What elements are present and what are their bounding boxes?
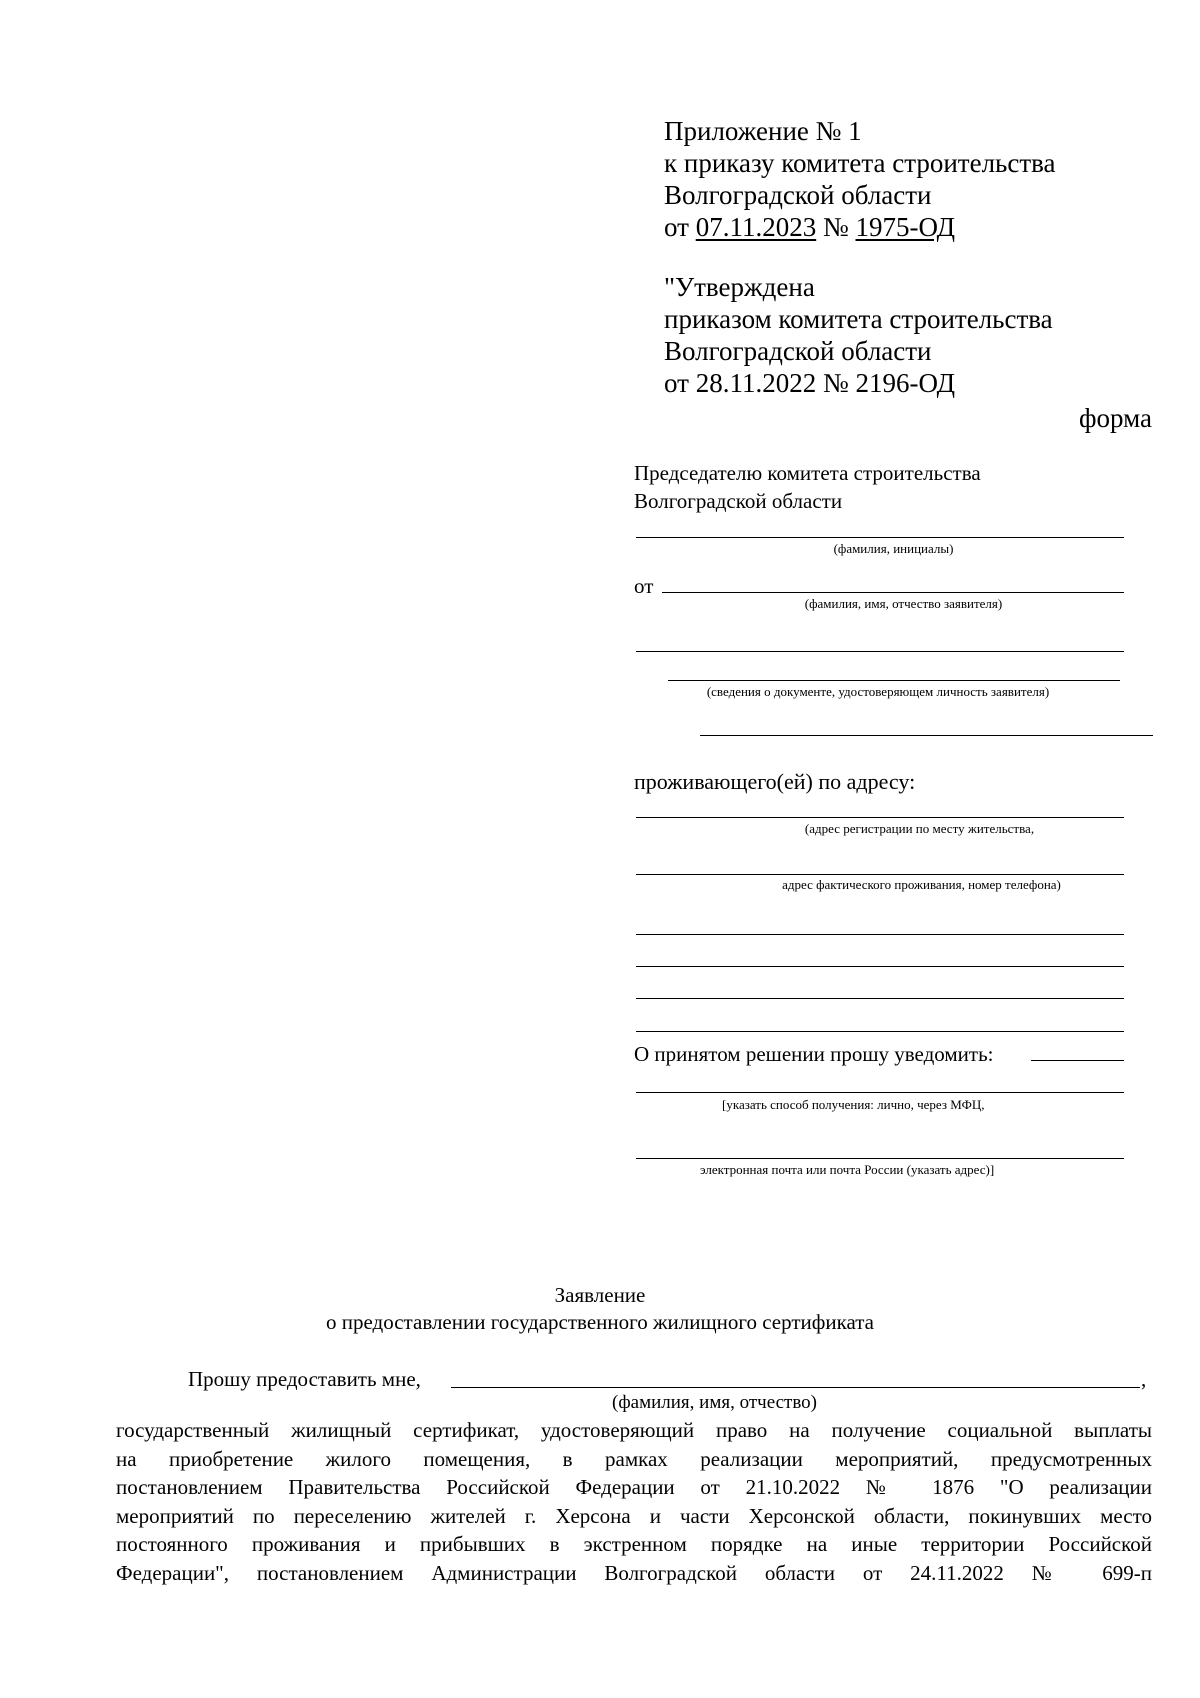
id-document-field-3[interactable] [700, 735, 1153, 736]
appendix-block [664, 115, 1056, 243]
approved-order-line: от 28.11.2022 № 2196-ОД [664, 368, 956, 398]
caption-fio: (фамилия, имя, отчество) [612, 1392, 818, 1413]
caption-applicant: (фамилия, имя, отчество заявителя) [804, 596, 1003, 611]
approved-order-ref: приказом комитета строительства [664, 304, 1053, 334]
notify-label: О принятом решении прошу уведомить: [634, 1042, 994, 1066]
address-field-3[interactable] [636, 934, 1124, 935]
address-field-4[interactable] [636, 966, 1124, 967]
caption-notify1: [указать способ получения: лично, через МФЦ, [722, 1097, 985, 1112]
caption-id-doc: (сведения о документе, удостоверяющем личность заявителя) [706, 684, 1050, 699]
address-field-5[interactable] [636, 998, 1124, 999]
order-number: 1975-ОД [855, 212, 956, 242]
address-field-2[interactable] [636, 874, 1124, 875]
statement-body [116, 1416, 1152, 1587]
request-end: , [1141, 1367, 1147, 1391]
addressee-line2: Волгоградской области [634, 489, 843, 513]
approved-title: "Утверждена [664, 272, 815, 302]
from-label: от [634, 574, 654, 598]
body-line: постоянного проживания и прибывших в экстренном порядке на иные территории Российской [116, 1532, 1152, 1556]
notify-field-1[interactable] [636, 1092, 1124, 1093]
body-line: Федерации", постановлением Администрации Волгоградской области от 24.11.2022 № 699-п [116, 1560, 1152, 1585]
residing-label: проживающего(ей) по адресу: [634, 769, 916, 794]
order-prefix: от [664, 212, 696, 242]
appendix-order-ref: к приказу комитета строительства [664, 148, 1056, 178]
applicant-fio-field[interactable] [451, 1387, 1140, 1388]
id-document-field[interactable] [636, 651, 1124, 652]
appendix-title: Приложение № 1 [664, 116, 862, 146]
address-field-1[interactable] [636, 817, 1124, 818]
body-line: на приобретение жилого помещения, в рамках реализации мероприятий, предусмотренных [116, 1446, 1152, 1471]
body-line: постановлением Правительства Российской Федерации от 21.10.2022 № 1876 "О реализации [116, 1475, 1152, 1499]
approved-block [664, 271, 1053, 399]
order-date: 07.11.2023 [695, 212, 817, 242]
notify-field-2[interactable] [636, 1158, 1124, 1159]
order-no-sign: № [816, 212, 856, 242]
notify-field-inline[interactable] [1031, 1060, 1124, 1061]
body-line: мероприятий по переселению жителей г. Херсона и части Херсонской области, покинувших место [116, 1503, 1152, 1528]
body-line: государственный жилищный сертификат, удостоверяющий право на получение социальной выплаты [116, 1418, 1152, 1442]
caption-address2: адрес фактического проживания, номер телефона) [782, 877, 1061, 892]
address-field-6[interactable] [636, 1031, 1124, 1032]
appendix-region: Волгоградской области [664, 180, 932, 210]
caption-notify2: электронная почта или почта России (указать адрес)] [700, 1162, 995, 1177]
id-document-field-2[interactable] [668, 680, 1120, 681]
statement-subtitle: о предоставлении государственного жилищного сертификата [326, 1310, 874, 1334]
caption-address1: (адрес регистрации по месту жительства, [804, 821, 1035, 836]
caption-name: (фамилия, инициалы) [833, 541, 954, 556]
addressee-line1: Председателю комитета строительства [634, 461, 981, 485]
approved-region: Волгоградской области [664, 336, 932, 366]
chairman-name-field[interactable] [636, 537, 1124, 538]
request-lead: Прошу предоставить мне, [188, 1367, 421, 1391]
form-label: форма [1079, 403, 1152, 433]
appendix-order-line [664, 211, 1056, 243]
applicant-name-field[interactable] [662, 592, 1124, 593]
statement-title: Заявление [554, 1283, 646, 1307]
